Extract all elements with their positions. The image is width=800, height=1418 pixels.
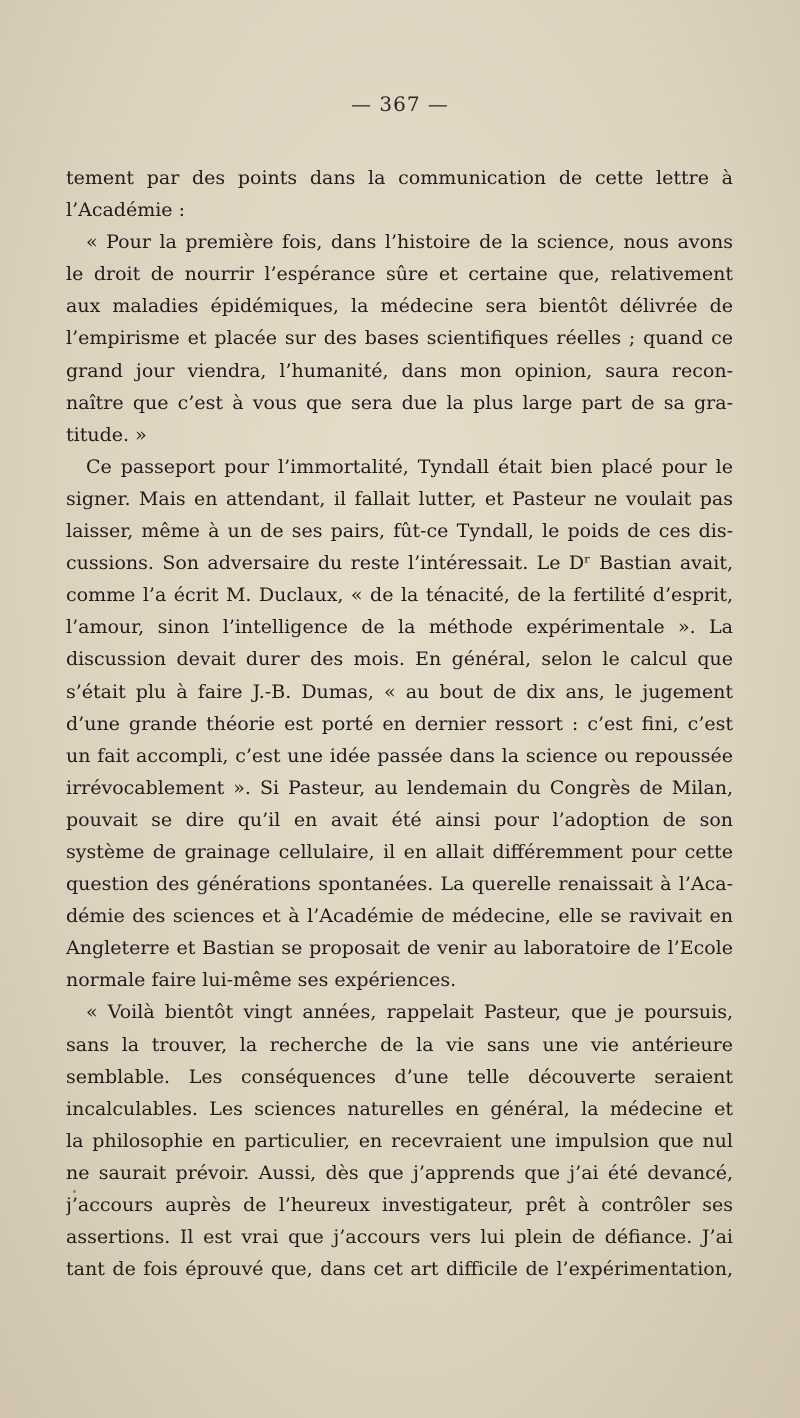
text-line: système de grainage cellulaire, il en allait différemment pour cette: [66, 840, 733, 863]
text-line: Angleterre et Bastian se proposait de venir au laboratoire de l’Ecole: [66, 937, 733, 960]
text-line: le droit de nourrir l’espérance sûre et certaine que, relativement: [66, 263, 733, 286]
text-line: signer. Mais en attendant, il fallait lutter, et Pasteur ne voulait pas: [66, 487, 733, 510]
text-line: d’une grande théorie est porté en dernier ressort : c’est fini, c’est: [66, 712, 733, 735]
text-line: la philosophie en particulier, en recevraient une impulsion que nul: [66, 1129, 733, 1152]
text-line: j’accours auprès de l’heureux investigateur, prêt à contrôler ses: [66, 1194, 733, 1216]
text-line: naître que c’est à vous que sera due la plus large part de sa gra-: [66, 391, 733, 414]
text-line: cussions. Son adversaire du reste l’intéressait. Le Dʳ Bastian avait,: [66, 552, 733, 575]
text-line: normale faire lui-même ses expériences.: [66, 969, 457, 992]
text-line: laisser, même à un de ses pairs, fût-ce Tyndall, le poids de ces dis-: [66, 520, 733, 543]
text-line: tement par des points dans la communication de cette lettre à: [66, 167, 733, 189]
text-line: l’amour, sinon l’intelligence de la méthode expérimentale ». La: [66, 616, 733, 639]
text-line: « Pour la première fois, dans l’histoire de la science, nous avons: [86, 231, 733, 254]
body-text: [66, 162, 733, 1285]
text-line: grand jour viendra, l’humanité, dans mon opinion, saura recon-: [66, 359, 733, 382]
text-line: l’Académie :: [66, 199, 185, 222]
text-line: irrévocablement ». Si Pasteur, au lendemain du Congrès de Milan,: [66, 776, 733, 799]
text-line: un fait accompli, c’est une idée passée dans la science ou repoussée: [66, 744, 733, 767]
text-line: démie des sciences et à l’Académie de médecine, elle se ravivait en: [66, 905, 733, 928]
text-line: pouvait se dire qu’il en avait été ainsi pour l’adoption de son: [66, 808, 733, 831]
text-line: Ce passeport pour l’immortalité, Tyndall était bien placé pour le: [86, 455, 733, 478]
text-line: assertions. Il est vrai que j’accours vers lui plein de défiance. J’ai: [66, 1226, 733, 1249]
text-line: question des générations spontanées. La querelle renaissait à l’Aca-: [66, 873, 733, 896]
page-number: — 367 —: [351, 92, 449, 116]
text-line: semblable. Les conséquences d’une telle découverte seraient: [66, 1065, 733, 1088]
text-line: sans la trouver, la recherche de la vie sans une vie antérieure: [66, 1033, 733, 1056]
text-line: l’empirisme et placée sur des bases scientifiques réelles ; quand ce: [66, 327, 733, 350]
text-line: titude. »: [66, 423, 147, 446]
text-line: s’était plu à faire J.-B. Dumas, « au bout de dix ans, le jugement: [66, 680, 733, 703]
text-line: ne saurait prévoir. Aussi, dès que j’apprends que j’ai été devancé,: [66, 1161, 733, 1184]
text-line: tant de fois éprouvé que, dans cet art difficile de l’expérimentation,: [66, 1258, 733, 1281]
text-line: incalculables. Les sciences naturelles en général, la médecine et: [66, 1097, 733, 1120]
text-line: aux maladies épidémiques, la médecine sera bientôt délivrée de: [66, 295, 733, 318]
text-line: « Voilà bientôt vingt années, rappelait Pasteur, que je poursuis,: [86, 1001, 733, 1024]
text-line: discussion devait durer des mois. En général, selon le calcul que: [66, 648, 733, 671]
text-line: comme l’a écrit M. Duclaux, « de la ténacité, de la fertilité d’esprit,: [66, 584, 733, 607]
paper-speck: [73, 1190, 76, 1193]
